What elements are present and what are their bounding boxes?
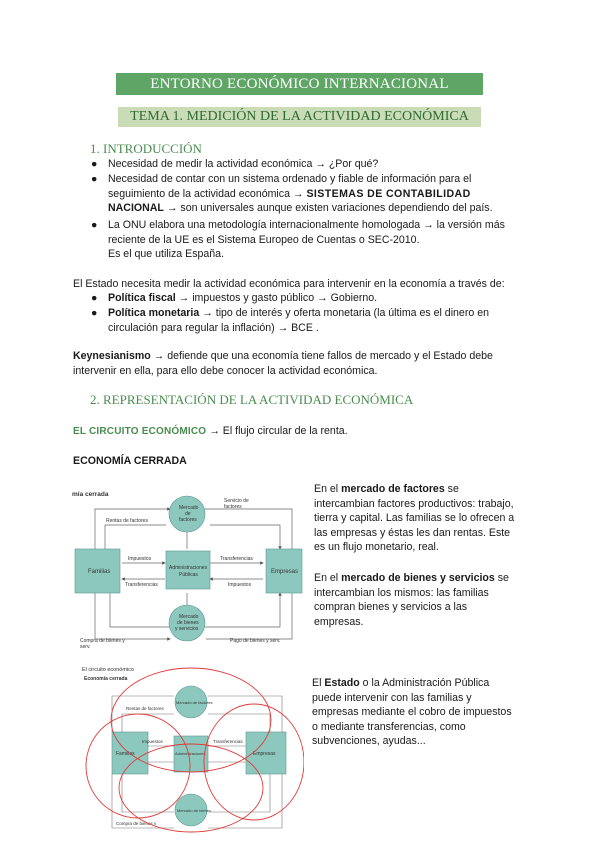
impuestos-label-2: Impuestos xyxy=(142,739,163,744)
bullet-dot: ● xyxy=(91,307,98,319)
familias-label-2: Familias xyxy=(116,751,135,757)
compra-label-2: Compra de bienes y xyxy=(116,821,157,826)
politica-monetaria-line1 xyxy=(108,306,528,321)
bullet-dot: ● xyxy=(91,158,98,170)
politica-monetaria-text1: → tipo de interés y oferta monetaria (la última es el dinero en xyxy=(199,307,489,319)
admin-label-2: Administraciones xyxy=(175,751,206,756)
servicio-label: Servicio de xyxy=(224,498,249,504)
politica-monetaria-line2: circulación para regular la inflación) → BCE . xyxy=(108,321,319,334)
politica-fiscal-label: Política fiscal xyxy=(108,292,176,304)
keynesianismo-label: Keynesianismo xyxy=(73,350,151,362)
mb-label-2: Mercado de bienes xyxy=(177,808,212,813)
mf-strong: mercado de factores xyxy=(341,483,445,495)
mb-line1 xyxy=(314,571,528,586)
estado-line1 xyxy=(312,676,528,691)
mf-line4: las empresas y éstas les dan rentas. Este xyxy=(314,526,511,539)
mf-l1c: se xyxy=(444,483,459,495)
keynes-line2: intervenir en ella, para ello debe conocer la actividad económica. xyxy=(73,364,378,377)
servicio-label2: factores xyxy=(224,504,242,510)
document-title: ENTORNO ECONÓMICO INTERNACIONAL xyxy=(116,73,483,95)
impuestos-right-label: Impuestos xyxy=(228,582,252,588)
keynes-text1: → defiende que una economía tiene fallos de mercado y el Estado debe xyxy=(150,350,493,362)
bullet-2-line2-text: seguimiento de la actividad económica → xyxy=(108,187,307,200)
transferencias-left-label: Transferencias xyxy=(125,582,158,588)
estado-line2: puede intervenir con las familias y xyxy=(312,691,472,704)
estado-line3: empresas mediante el cobro de impuestos xyxy=(312,706,512,718)
bullet-3-line2: reciente de la UE es el Sistema Europeo de Cuentas o SEC-2010. xyxy=(108,233,420,246)
bullet-2 xyxy=(91,172,526,216)
diagram2-caption1: El circuito económico xyxy=(82,667,134,673)
mb-line2: intercambian los mismos: las familias xyxy=(314,586,489,599)
bullet-2-line3 xyxy=(108,201,526,216)
mf-label-2: Mercado de factores xyxy=(176,700,213,705)
bullet-2-strong2: NACIONAL xyxy=(108,202,164,214)
bullet-2-line1: Necesidad de contar con un sistema ordenado y fiable de información para el xyxy=(108,173,472,185)
circuito-line xyxy=(73,425,348,437)
compra-label: Compra de bienes y xyxy=(80,638,125,644)
estado-l1a: El xyxy=(312,677,325,689)
circular-flow-diagram xyxy=(70,487,305,652)
mf-line3: tierra y capital. Las familias se lo ofrecen a xyxy=(314,512,515,524)
mf-label1: Mercado xyxy=(179,505,199,511)
mf-label3: factores xyxy=(179,517,197,523)
impuestos-left-label: Impuestos xyxy=(128,556,152,562)
estado-line4: o mediante transferencias, como xyxy=(312,720,466,733)
familias-label: Familias xyxy=(88,569,111,575)
bullet-2-line2 xyxy=(108,187,526,202)
circuito-label: EL CIRCUITO ECONÓMICO xyxy=(73,426,207,437)
diagram1-caption: mía cerrada xyxy=(72,491,109,498)
mb-label2: de bienes xyxy=(177,620,199,626)
paragraph-estado: El Estado necesita medir la actividad económica para intervenir en la economía a través de: xyxy=(73,278,505,290)
mf-label2: de xyxy=(185,511,191,517)
rentas-label: Rentas de factores xyxy=(106,518,148,524)
rentas-label-2: Rentas de factores xyxy=(126,706,164,711)
politica-monetaria-label: Política monetaria xyxy=(108,307,200,319)
mb-line3: compran bienes y servicios a las xyxy=(314,601,468,613)
mf-line2: intercambian factores productivos: trabajo, xyxy=(314,497,514,510)
mf-line5: es un flujo monetario, real. xyxy=(314,541,439,553)
mb-l1c: se xyxy=(494,572,509,584)
mb-line4: empresas. xyxy=(314,615,364,628)
compra-label2: serv. xyxy=(80,644,91,650)
admin-label1: Administraciones xyxy=(169,565,208,571)
estado-line5: subvenciones, ayudas... xyxy=(312,735,426,747)
bullet-2-strong: SISTEMAS DE CONTABILIDAD xyxy=(306,187,471,200)
keynes-line1 xyxy=(73,349,528,364)
bullet-politica-fiscal xyxy=(91,291,528,306)
economia-cerrada-heading: ECONOMÍA CERRADA xyxy=(73,455,187,467)
bullet-dot: ● xyxy=(91,292,98,304)
mf-l1a: En el xyxy=(314,483,342,495)
mb-label1: Mercado xyxy=(179,614,199,620)
bullet-3 xyxy=(91,218,528,262)
estado-strong: Estado xyxy=(324,677,360,689)
mb-strong: mercado de bienes y servicios xyxy=(341,572,495,584)
bullet-3-line3: Es el que utiliza España. xyxy=(108,248,225,260)
text-mercado-bienes xyxy=(314,571,528,629)
bullet-3-line1: La ONU elabora una metodología internacionalmente homologada → la versión más xyxy=(108,219,505,231)
bullet-1 xyxy=(91,157,528,172)
transferencias-right-label: Transferencias xyxy=(220,556,253,562)
bullet-1-text: Necesidad de medir la actividad económica → ¿Por qué? xyxy=(108,158,379,170)
politica-fiscal-text: → impuestos y gasto público → Gobierno. xyxy=(175,292,378,304)
diagram2-caption2: Economía cerrada xyxy=(84,676,128,682)
circular-flow-diagram-annotated xyxy=(76,662,304,844)
mf-line1 xyxy=(314,482,528,497)
paragraph-keynesianismo xyxy=(73,349,528,378)
bullet-dot: ● xyxy=(91,173,98,185)
empresas-label: Empresas xyxy=(271,569,299,575)
document-subtitle: TEMA 1. MEDICIÓN DE LA ACTIVIDAD ECONÓMICA xyxy=(118,107,481,127)
empresas-label-2: Empresas xyxy=(253,751,276,757)
circuito-text: → El flujo circular de la renta. xyxy=(206,425,348,437)
admin-label2: Públicas xyxy=(179,572,198,578)
estado-l1c: o la Administración Pública xyxy=(359,677,490,689)
bullet-dot: ● xyxy=(91,219,98,231)
mb-l1a: En el xyxy=(314,572,342,584)
bullet-2-line3-text: → son universales aunque existen variaciones dependiendo del país. xyxy=(163,202,493,214)
section1-heading: 1. INTRODUCCIÓN xyxy=(90,141,202,156)
section2-heading: 2. REPRESENTACIÓN DE LA ACTIVIDAD ECONÓMICA xyxy=(90,392,414,407)
transferencias-label-2: Transferencias xyxy=(213,739,243,744)
mb-label3: y servicios xyxy=(175,626,199,632)
text-estado xyxy=(312,676,528,749)
pago-label: Pago de bienes y serv. xyxy=(230,638,281,644)
bullet-politica-monetaria xyxy=(91,306,528,335)
text-mercado-factores xyxy=(314,482,528,555)
